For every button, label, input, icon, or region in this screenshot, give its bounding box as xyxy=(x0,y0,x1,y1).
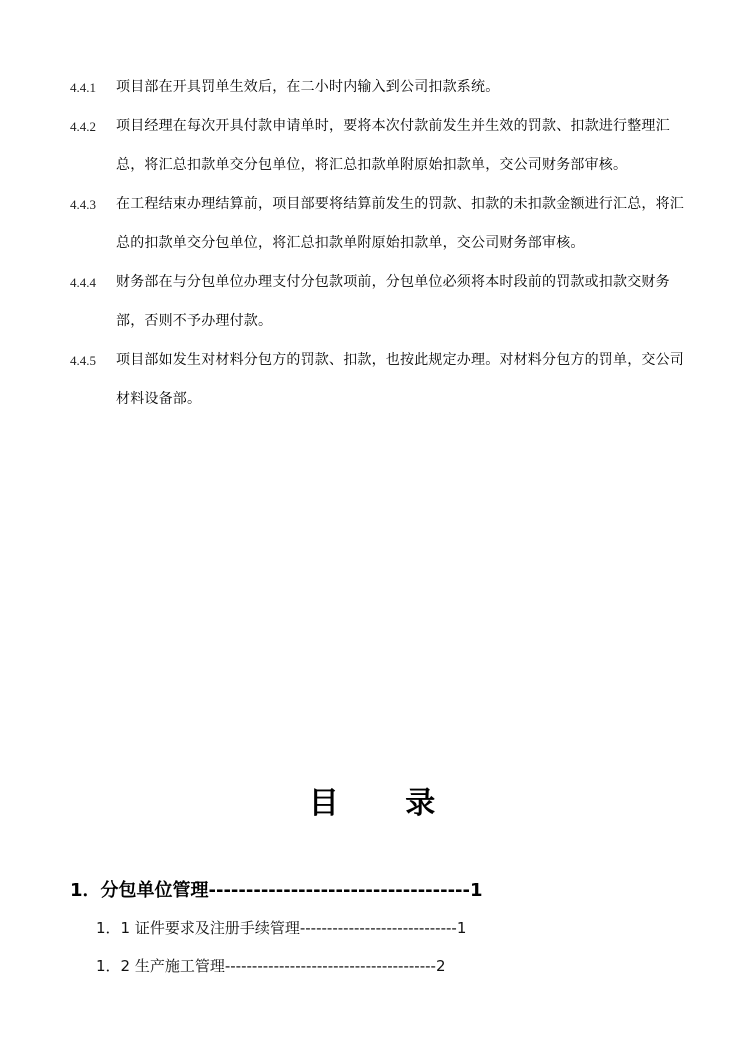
clause-number: 4.4.3 xyxy=(70,197,96,212)
clause-number: 4.4.5 xyxy=(70,353,96,368)
clause-4-4-4 xyxy=(70,263,690,341)
clause-number: 4.4.4 xyxy=(70,275,96,290)
clause-text: 财务部在与分包单位办理支付分包款项前，分包单位必须将本时段前的罚款或扣款交财务部，否则不予办理付款。 xyxy=(116,274,670,329)
toc-entry[interactable]: 1．1 证件要求及注册手续管理-----------------------------1 xyxy=(96,919,467,937)
clause-4-4-2 xyxy=(70,107,690,185)
clause-text: 项目部如发生对材料分包方的罚款、扣款，也按此规定办理。对材料分包方的罚单，交公司材料设备部。 xyxy=(116,352,684,407)
clause-text: 项目经理在每次开具付款申请单时，要将本次付款前发生并生效的罚款、扣款进行整理汇总，将汇总扣款单交分包单位，将汇总扣款单附原始扣款单，交公司财务部审核。 xyxy=(116,118,670,173)
toc-entry[interactable]: 1．分包单位管理-----------------------------------1 xyxy=(70,880,483,901)
toc-title: 目 录 xyxy=(308,786,464,821)
clause-4-4-1 xyxy=(70,68,690,107)
clause-4-4-5 xyxy=(70,341,690,419)
clause-number: 4.4.1 xyxy=(70,80,96,95)
clause-text: 在工程结束办理结算前，项目部要将结算前发生的罚款、扣款的未扣款金额进行汇总，将汇总的扣款单交分包单位，将汇总扣款单附原始扣款单，交公司财务部审核。 xyxy=(116,196,684,251)
clause-4-4-3 xyxy=(70,185,690,263)
clause-number: 4.4.2 xyxy=(70,119,96,134)
toc-entry[interactable]: 1．2 生产施工管理---------------------------------------2 xyxy=(96,957,446,975)
clause-text: 项目部在开具罚单生效后，在二小时内输入到公司扣款系统。 xyxy=(116,79,500,95)
